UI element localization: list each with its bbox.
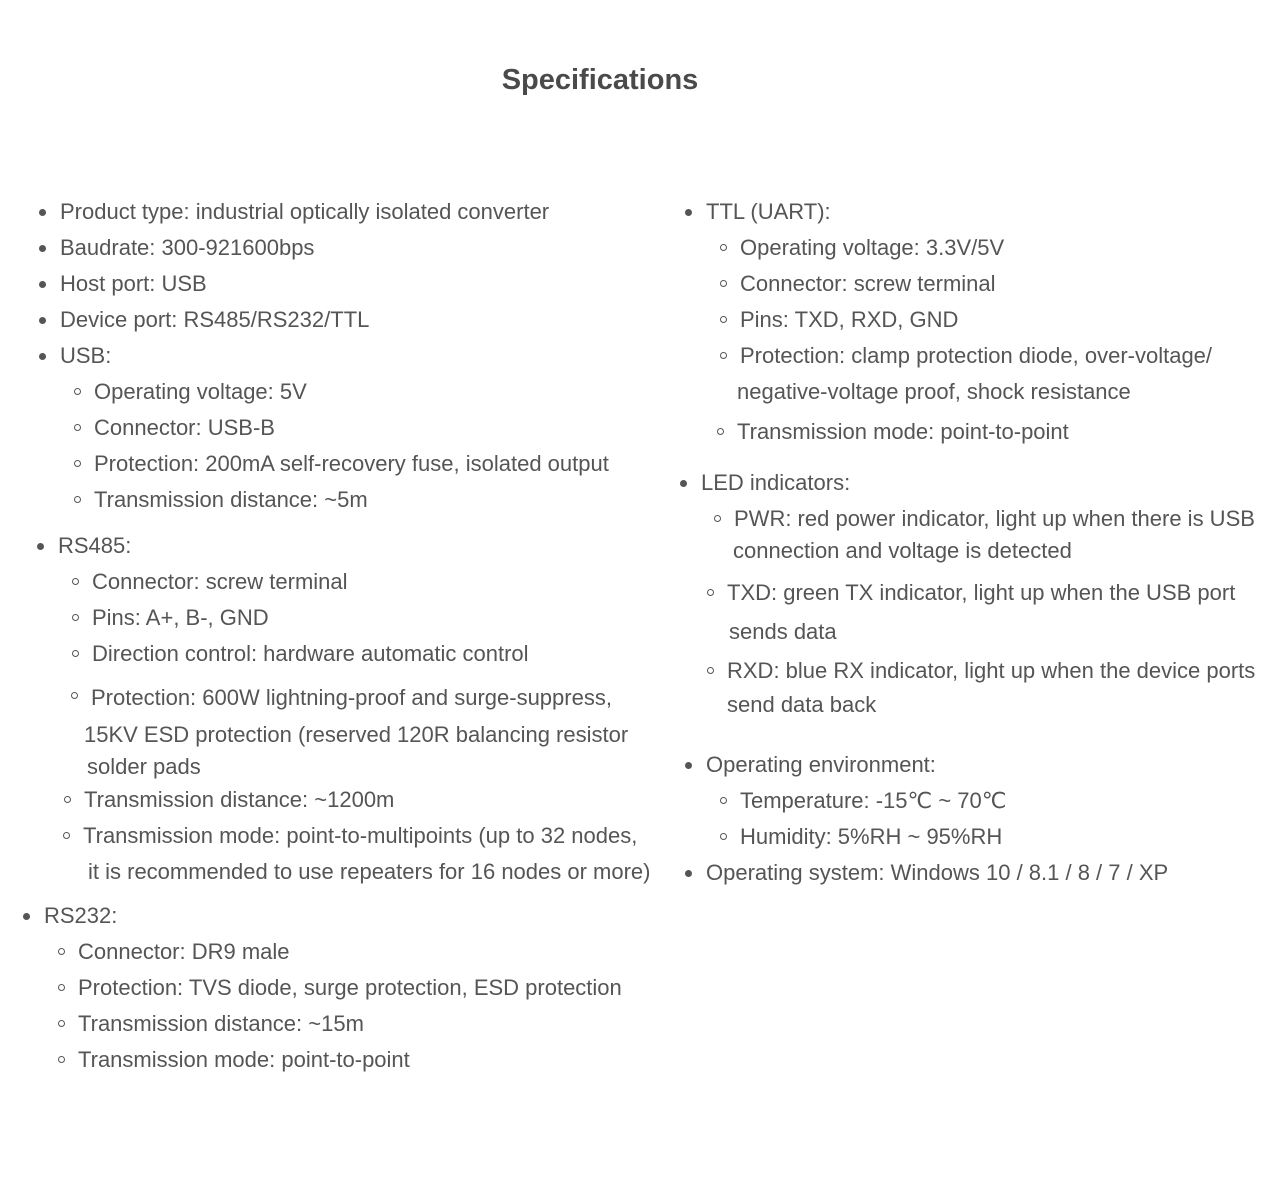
rs232-distance: Transmission distance: ~15m xyxy=(78,1006,670,1042)
ttl-protection-line-1: Protection: clamp protection diode, over-voltage/ xyxy=(740,343,1213,368)
page-title: Specifications xyxy=(501,64,699,96)
env-humidity: Humidity: 5%RH ~ 95%RH xyxy=(740,819,1282,855)
env-sublist xyxy=(740,783,1282,855)
rs485-mode-line-2: it is recommended to use repeaters for 16 nodes or more) xyxy=(88,859,651,884)
rs485-mode-line-1: Transmission mode: point-to-multipoints (up to 32 nodes, xyxy=(83,823,638,848)
led-rxd xyxy=(727,653,1282,721)
spec-environment-label: Operating environment: xyxy=(706,752,936,777)
usb-connector: Connector: USB-B xyxy=(94,410,670,446)
rs485-mode xyxy=(83,818,670,890)
spec-ttl-label: TTL (UART): xyxy=(706,199,831,224)
spec-usb-label: USB: xyxy=(60,343,112,368)
rs485-connector: Connector: screw terminal xyxy=(92,564,670,600)
led-txd-line-1: TXD: green TX indicator, light up when the USB port xyxy=(727,580,1236,605)
spec-device-port: Device port: RS485/RS232/TTL xyxy=(60,302,670,338)
rs485-pins: Pins: A+, B-, GND xyxy=(92,600,670,636)
led-rxd-line-1: RXD: blue RX indicator, light up when the device ports xyxy=(727,658,1256,683)
spec-list-right xyxy=(660,194,1282,891)
rs232-protection: Protection: TVS diode, surge protection, ESD protection xyxy=(78,970,670,1006)
spec-os: Operating system: Windows 10 / 8.1 / 8 / 7 / XP xyxy=(706,855,1282,891)
ttl-mode: Transmission mode: point-to-point xyxy=(737,414,1282,450)
spec-list-left xyxy=(0,194,670,1078)
spec-led xyxy=(701,465,1282,721)
ttl-protection-line-2: negative-voltage proof, shock resistance xyxy=(737,379,1131,404)
rs232-mode: Transmission mode: point-to-point xyxy=(78,1042,670,1078)
rs485-protection-line-3: solder pads xyxy=(87,754,201,779)
led-pwr-line-2: connection and voltage is detected xyxy=(733,538,1072,563)
ttl-voltage: Operating voltage: 3.3V/5V xyxy=(740,230,1282,266)
usb-distance: Transmission distance: ~5m xyxy=(94,482,670,518)
spec-rs485 xyxy=(58,528,670,890)
spec-ttl xyxy=(706,194,1282,450)
rs485-sublist xyxy=(83,564,670,890)
led-sublist xyxy=(727,501,1282,721)
usb-voltage: Operating voltage: 5V xyxy=(94,374,670,410)
rs485-direction: Direction control: hardware automatic control xyxy=(92,636,670,672)
led-pwr-line-1: PWR: red power indicator, light up when there is USB xyxy=(734,506,1255,531)
left-column xyxy=(0,194,670,1078)
ttl-sublist xyxy=(737,230,1282,450)
spec-baudrate: Baudrate: 300-921600bps xyxy=(60,230,670,266)
led-txd-line-2: sends data xyxy=(729,619,837,644)
rs485-protection xyxy=(84,678,670,782)
ttl-protection xyxy=(737,338,1282,410)
led-pwr xyxy=(734,501,1282,565)
rs232-connector: Connector: DR9 male xyxy=(78,934,670,970)
rs232-sublist xyxy=(78,934,670,1078)
spec-rs485-label: RS485: xyxy=(58,533,132,558)
spec-rs232 xyxy=(44,898,670,1078)
spec-rs232-label: RS232: xyxy=(44,903,118,928)
usb-protection: Protection: 200mA self-recovery fuse, isolated output xyxy=(94,446,670,482)
right-column xyxy=(660,194,1282,891)
rs485-protection-line-1: Protection: 600W lightning-proof and surge-suppress, xyxy=(91,685,612,710)
ttl-connector: Connector: screw terminal xyxy=(740,266,1282,302)
spec-product-type: Product type: industrial optically isolated converter xyxy=(60,194,670,230)
rs485-protection-line-2: 15KV ESD protection (reserved 120R balancing resistor xyxy=(84,722,629,747)
led-txd xyxy=(727,575,1282,653)
ttl-pins: Pins: TXD, RXD, GND xyxy=(740,302,1282,338)
spec-environment xyxy=(706,747,1282,855)
usb-sublist xyxy=(94,374,670,518)
led-rxd-line-2: send data back xyxy=(727,692,877,717)
spec-host-port: Host port: USB xyxy=(60,266,670,302)
rs485-distance: Transmission distance: ~1200m xyxy=(84,782,670,818)
spec-usb xyxy=(60,338,670,518)
env-temperature: Temperature: -15℃ ~ 70℃ xyxy=(740,783,1282,819)
spec-led-label: LED indicators: xyxy=(701,470,851,495)
